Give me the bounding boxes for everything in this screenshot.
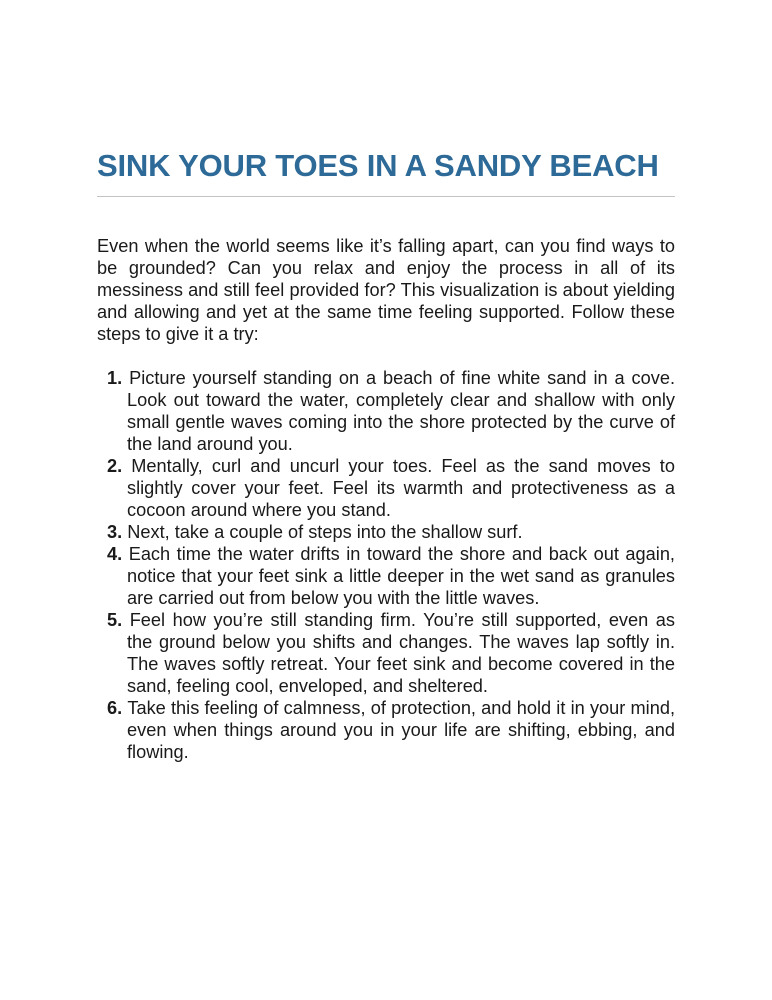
step-text: Take this feeling of calmness, of protection, and hold it in your mind, even when things around you in your life are shifting, ebbing, and flowing. [127,698,675,762]
step-item [97,521,675,543]
step-item [97,455,675,521]
step-item [97,367,675,455]
step-text: Picture yourself standing on a beach of fine white sand in a cove. Look out toward the water, completely clear and shallow with only small gentle waves coming into the shore protected by the curve of the land around you. [127,368,675,454]
page-content [97,148,675,763]
step-number: 4. [107,544,129,564]
step-number: 6. [107,698,128,718]
step-text: Each time the water drifts in toward the shore and back out again, notice that your feet sink a little deeper in the wet sand as granules are carried out from below you with the little waves. [127,544,675,608]
step-number: 1. [107,368,130,388]
step-text: Next, take a couple of steps into the shallow surf. [127,522,523,542]
step-text: Feel how you’re still standing firm. You’re still supported, even as the ground below you shifts and changes. The waves lap softly in. The waves softly retreat. Your feet sink and become covered in the sand, feeling cool, enveloped, and sheltered. [127,610,675,696]
steps-list [97,367,675,763]
page-title: SINK YOUR TOES IN A SANDY BEACH [97,148,659,183]
step-number: 3. [107,522,128,542]
step-item [97,609,675,697]
step-number: 5. [107,610,130,630]
step-number: 2. [107,456,132,476]
step-item [97,543,675,609]
intro-paragraph: Even when the world seems like it’s falling apart, can you find ways to be grounded? Can you relax and enjoy the process in all of its messiness and still feel provided for? This visualization is about yielding and allowing and yet at the same time feeling supported. Follow these steps to give it a try: [97,236,675,344]
step-item [97,697,675,763]
step-text: Mentally, curl and uncurl your toes. Feel as the sand moves to slightly cover your feet. Feel its warmth and protectiveness as a cocoon around where you stand. [127,456,675,520]
title-divider [97,196,675,197]
